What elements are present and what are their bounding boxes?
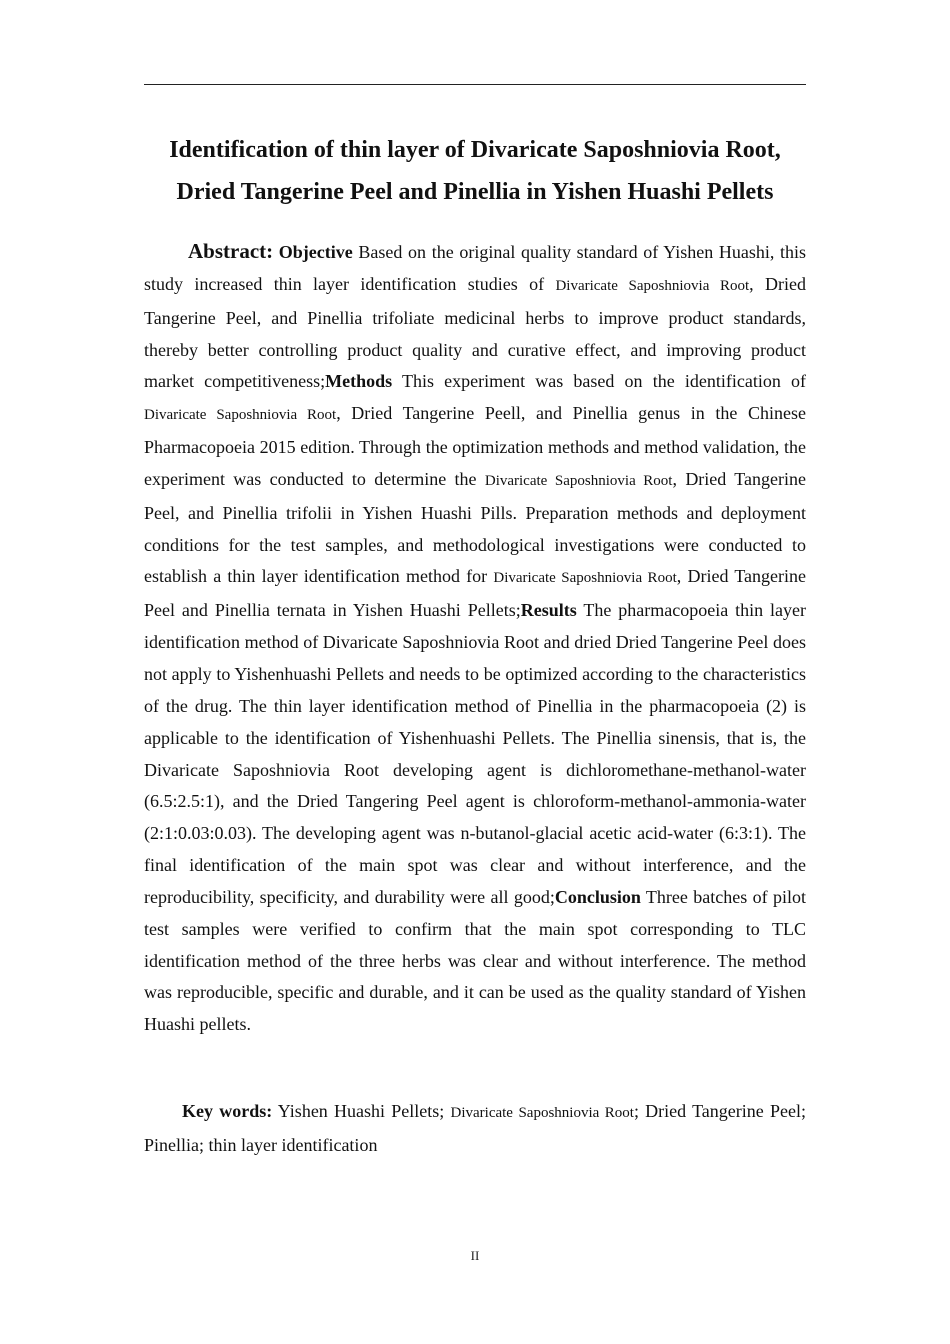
methods-text: , Dried Tangerine Peel, and Pinellia trifolii in Yishen Huashi Pills. Preparation methods and deployment conditions for the test samples, and methodological investigations were conducted to establish a thin layer identification method for — [144, 468, 806, 587]
methods-text: , Dried Tangerine Peel and Pinellia ternata in Yishen Huashi Pellets; — [144, 566, 807, 621]
objective-text: , Dried Tangerine Peel, and Pinellia trifoliate medicinal herbs to improve product standards, thereby better controlling product quality and curative effect, and improving product market competitiveness; — [144, 273, 807, 392]
keywords-paragraph — [144, 1096, 806, 1162]
results-text: The pharmacopoeia thin layer identification method of Divaricate Saposhniovia Root and dried Dried Tangerine Peel does not apply to Yishenhuashi Pellets and needs to be optimized according to the characteristics of the drug. The thin layer identification method of Pinellia in the pharmacopoeia (2) is applicable to the identification of Yishenhuashi Pellets. The Pinellia sinensis, that is, the Divaricate Saposhniovia Root developing agent is dichloromethane-methanol-water (6.5:2.5:1), and the Dried Tangering Peel agent is chloroform-methanol-ammonia-water (2:1:0.03:0.03). The developing agent was n-butanol-glacial acetic acid-water (6:3:1). The final identification of the main spot was clear and without interference, and the reproducibility, specificity, and durability were all good; — [144, 600, 806, 907]
herb-name-small: Divaricate Saposhniovia Root — [484, 472, 673, 489]
methods-text: , Dried Tangerine Peell, and Pinellia genus in the Chinese Pharmacopoeia 2015 edition. Through the optimization methods and method validation, the experiment was conducted to determine the — [144, 403, 806, 489]
herb-name-small: Divaricate Saposhniovia Root — [493, 570, 677, 587]
keywords-text: ; Dried Tangerine Peel; Pinellia; thin layer identification — [144, 1101, 806, 1155]
keywords-text: Yishen Huashi Pellets; — [272, 1101, 451, 1121]
title-line-2: Dried Tangerine Peel and Pinellia in Yishen Huashi Pellets — [176, 179, 774, 205]
header-rule — [144, 84, 806, 85]
keywords-label: Key words: — [182, 1101, 273, 1121]
methods-text: This experiment was based on the identification of — [392, 371, 806, 392]
herb-name-small: Divaricate Saposhniovia Root — [555, 277, 750, 294]
conclusion-text: Three batches of pilot test samples were verified to confirm that the main spot corresponding to TLC identification method of the three herbs was clear and without interference. The method was reproducible, specific and durable, and it can be used as the quality standard of Yishen Huashi pellets. — [144, 886, 806, 1035]
objective-label: Objective — [278, 242, 353, 262]
page-number: II — [470, 1248, 480, 1263]
abstract-paragraph — [144, 236, 806, 1041]
herb-name-small: Divaricate Saposhniovia Root — [144, 407, 337, 424]
conclusion-label: Conclusion — [554, 886, 641, 907]
objective-text: Based on the original quality standard of Yishen Huashi, this study increased thin layer identification studies of — [144, 242, 807, 294]
document-title — [144, 129, 806, 213]
methods-label: Methods — [325, 371, 393, 392]
herb-name-small: Divaricate Saposhniovia Root — [450, 1105, 634, 1121]
title-line-1: Identification of thin layer of Divaricate Saposhniovia Root, — [169, 137, 781, 163]
results-label: Results — [520, 600, 577, 621]
abstract-label: Abstract: — [188, 239, 274, 263]
